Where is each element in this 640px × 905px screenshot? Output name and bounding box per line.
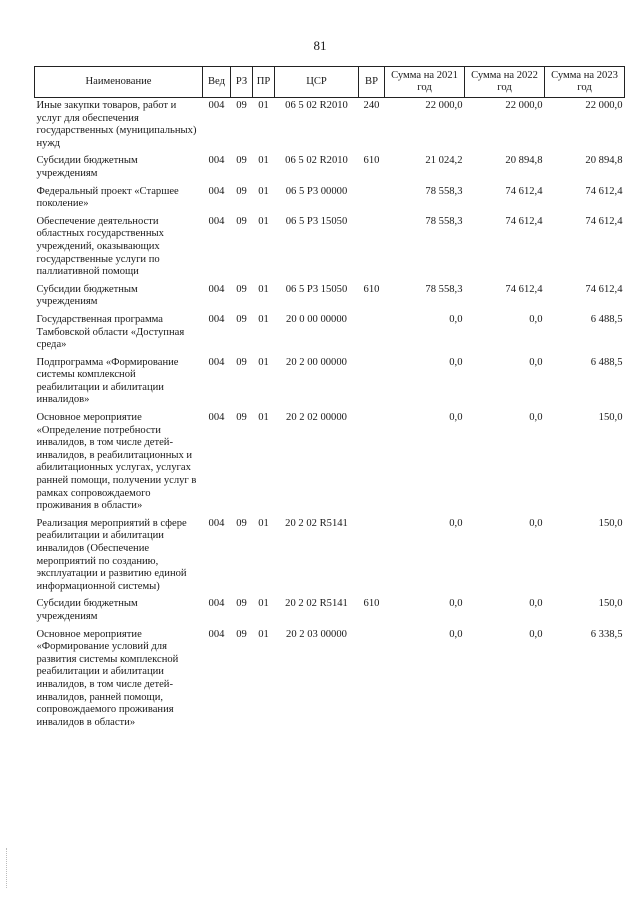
row-sum-2022: 0,0 <box>529 356 543 368</box>
row-pr: 01 <box>258 598 269 610</box>
row-vr <box>359 516 385 597</box>
table-row <box>35 98 625 154</box>
table-row <box>35 214 625 282</box>
row-ved: 004 <box>208 356 225 368</box>
row-pr: 01 <box>258 356 269 368</box>
table-row <box>35 153 625 183</box>
row-name: Субсидии бюджетным учреждениям <box>36 283 138 308</box>
page-number: 81 <box>313 38 327 53</box>
row-sum-2021: 0,0 <box>449 517 463 529</box>
row-rz: 09 <box>236 100 247 111</box>
header-name: Наименование <box>35 67 203 98</box>
row-sum-2022: 20 894,8 <box>505 155 543 167</box>
row-csr: 20 2 00 00000 <box>286 356 347 368</box>
row-ved: 004 <box>208 100 225 111</box>
row-vr <box>359 312 385 355</box>
budget-table <box>34 66 625 732</box>
row-ved: 004 <box>208 215 225 227</box>
row-ved: 004 <box>208 628 225 640</box>
row-rz: 09 <box>236 215 247 227</box>
row-vr <box>359 214 385 282</box>
table-row <box>35 355 625 410</box>
header-sum-2023: Сумма на 2023 год <box>545 67 625 98</box>
table-row <box>35 627 625 733</box>
table-header-row <box>35 67 625 98</box>
row-sum-2021: 0,0 <box>449 356 463 368</box>
row-sum-2022: 0,0 <box>529 598 543 610</box>
row-csr: 06 5 P3 15050 <box>285 215 348 227</box>
row-rz: 09 <box>236 598 247 610</box>
row-sum-2022: 0,0 <box>529 313 543 325</box>
table-row <box>35 516 625 597</box>
row-pr: 01 <box>258 155 269 167</box>
row-sum-2021: 0,0 <box>449 412 463 424</box>
row-pr: 01 <box>258 628 269 640</box>
row-sum-2021: 22 000,0 <box>425 100 463 111</box>
row-vr <box>359 627 385 733</box>
row-vr: 610 <box>363 283 380 295</box>
row-ved: 004 <box>208 283 225 295</box>
row-rz: 09 <box>236 155 247 167</box>
row-name: Подпрограмма «Формирование системы комплексной реабилитации и абилитации инвалидов» <box>36 356 179 406</box>
row-rz: 09 <box>236 517 247 529</box>
row-sum-2022: 0,0 <box>529 628 543 640</box>
row-sum-2023: 150,0 <box>598 517 623 529</box>
row-ved: 004 <box>208 185 225 197</box>
row-sum-2021: 0,0 <box>449 313 463 325</box>
row-vr <box>359 184 385 214</box>
row-ved: 004 <box>208 517 225 529</box>
row-ved: 004 <box>208 155 225 167</box>
row-rz: 09 <box>236 185 247 197</box>
header-rz: РЗ <box>231 67 253 98</box>
row-rz: 09 <box>236 628 247 640</box>
row-vr <box>359 410 385 516</box>
row-sum-2021: 0,0 <box>449 628 463 640</box>
row-csr: 20 2 03 00000 <box>286 628 347 640</box>
scan-edge-marks <box>6 848 9 888</box>
row-pr: 01 <box>258 185 269 197</box>
row-sum-2022: 74 612,4 <box>505 215 543 227</box>
row-ved: 004 <box>208 412 225 424</box>
row-ved: 004 <box>208 313 225 325</box>
row-sum-2021: 0,0 <box>449 598 463 610</box>
table-row <box>35 282 625 312</box>
row-sum-2022: 0,0 <box>529 517 543 529</box>
row-name: Реализация мероприятий в сфере реабилитации и абилитации инвалидов (Обеспечение мероприятий по созданию, эксплуатации и развитию единой информационной системы) <box>36 517 187 592</box>
row-name: Субсидии бюджетным учреждениям <box>36 155 138 179</box>
header-csr: ЦСР <box>275 67 359 98</box>
row-name: Федеральный проект «Старшее поколение» <box>36 185 179 210</box>
table-row <box>35 410 625 516</box>
row-csr: 06 5 02 R2010 <box>285 100 348 111</box>
row-csr: 06 5 02 R2010 <box>285 155 348 167</box>
row-pr: 01 <box>258 517 269 529</box>
row-sum-2023: 6 488,5 <box>590 313 623 325</box>
row-sum-2023: 74 612,4 <box>585 215 623 227</box>
header-ved: Вед <box>203 67 231 98</box>
row-sum-2023: 74 612,4 <box>585 283 623 295</box>
header-sum-2022: Сумма на 2022 год <box>465 67 545 98</box>
row-rz: 09 <box>236 283 247 295</box>
row-sum-2021: 78 558,3 <box>425 185 463 197</box>
table-row <box>35 596 625 626</box>
row-csr: 20 2 02 R5141 <box>285 598 348 610</box>
row-sum-2023: 20 894,8 <box>585 155 623 167</box>
row-sum-2023: 150,0 <box>598 412 623 424</box>
row-pr: 01 <box>258 412 269 424</box>
row-ved: 004 <box>208 598 225 610</box>
header-pr: ПР <box>253 67 275 98</box>
row-vr <box>359 355 385 410</box>
row-vr: 610 <box>363 155 380 167</box>
row-pr: 01 <box>258 283 269 295</box>
header-sum-2021: Сумма на 2021 год <box>385 67 465 98</box>
row-rz: 09 <box>236 356 247 368</box>
header-vr: ВР <box>359 67 385 98</box>
row-vr: 240 <box>363 100 380 111</box>
row-sum-2022: 0,0 <box>529 412 543 424</box>
row-pr: 01 <box>258 215 269 227</box>
row-csr: 20 2 02 00000 <box>286 412 347 424</box>
row-sum-2023: 74 612,4 <box>585 185 623 197</box>
row-sum-2021: 21 024,2 <box>425 155 463 167</box>
row-name: Основное мероприятие «Определение потребности инвалидов, в том числе детей-инвалидов, в реабилитационных и абилитационных услугах, услугах ранней помощи, получении услуг в рамках сопровождаемого проживания в области» <box>36 412 197 512</box>
row-name: Субсидии бюджетным учреждениям <box>36 598 138 622</box>
row-name: Основное мероприятие «Формирование условий для развития системы комплексной реабилитации и абилитации инвалидов, в том числе детей-инвалидов, ранней помощи, сопровождаемого проживания инвалидов в области» <box>36 628 179 728</box>
row-rz: 09 <box>236 412 247 424</box>
table-body <box>35 98 625 733</box>
row-csr: 06 5 P3 00000 <box>285 185 348 197</box>
row-pr: 01 <box>258 313 269 325</box>
row-sum-2022: 22 000,0 <box>505 100 543 111</box>
row-csr: 20 0 00 00000 <box>286 313 347 325</box>
row-sum-2022: 74 612,4 <box>505 185 543 197</box>
row-name: Иные закупки товаров, работ и услуг для обеспечения государственных (муниципальных) нужд <box>36 100 197 149</box>
row-sum-2023: 22 000,0 <box>585 100 623 111</box>
row-rz: 09 <box>236 313 247 325</box>
row-csr: 20 2 02 R5141 <box>285 517 348 529</box>
row-sum-2022: 74 612,4 <box>505 283 543 295</box>
row-sum-2021: 78 558,3 <box>425 283 463 295</box>
table-row <box>35 184 625 214</box>
row-sum-2023: 6 338,5 <box>590 628 623 640</box>
row-sum-2021: 78 558,3 <box>425 215 463 227</box>
row-sum-2023: 150,0 <box>598 598 623 610</box>
row-sum-2023: 6 488,5 <box>590 356 623 368</box>
row-name: Обеспечение деятельности областных государственных учреждений, оказывающих государственные услуги по паллиативной помощи <box>36 215 164 278</box>
row-csr: 06 5 P3 15050 <box>285 283 348 295</box>
table-row <box>35 312 625 355</box>
row-vr: 610 <box>363 598 380 610</box>
row-pr: 01 <box>258 100 269 111</box>
row-name: Государственная программа Тамбовской области «Доступная среда» <box>36 313 185 351</box>
